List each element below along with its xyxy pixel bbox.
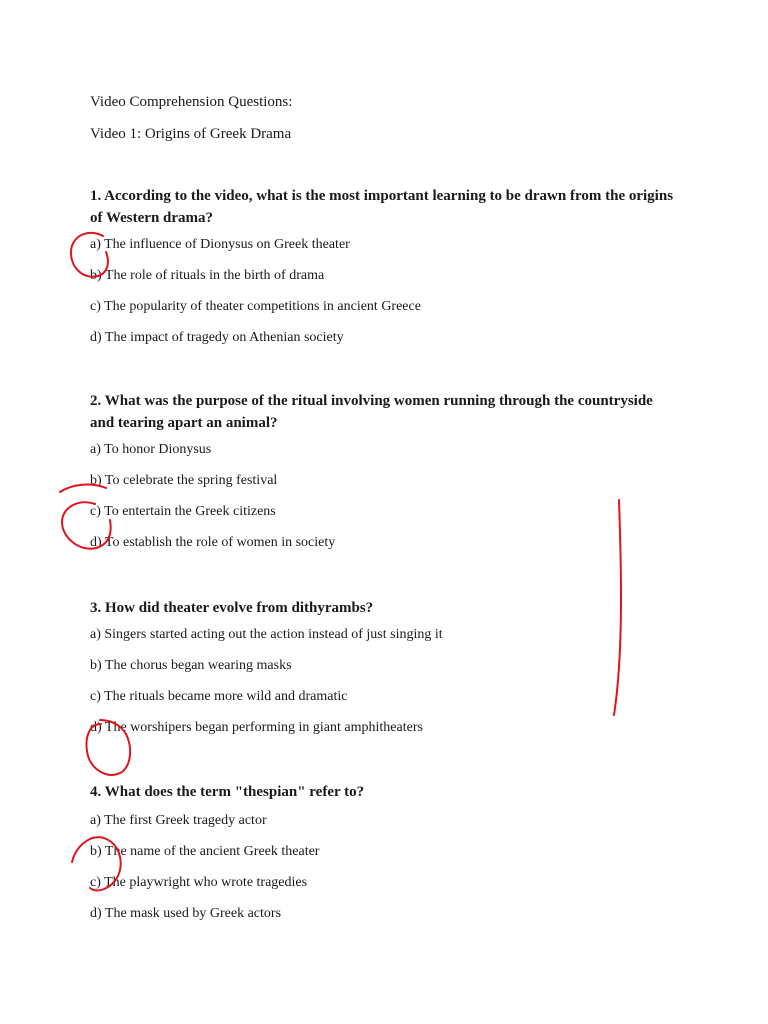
question-1-option-b: b) The role of rituals in the birth of drama: [90, 268, 325, 283]
question-4-option-b: b) The name of the ancient Greek theater: [90, 844, 320, 859]
question-3-option-b: b) The chorus began wearing masks: [90, 658, 292, 673]
question-4-option-a: a) The first Greek tragedy actor: [90, 813, 267, 828]
question-4-option-d: d) The mask used by Greek actors: [90, 906, 282, 921]
question-1-option-d: d) The impact of tragedy on Athenian society: [90, 330, 344, 345]
question-3-option-d: d) The worshipers began performing in giant amphitheaters: [90, 720, 423, 735]
question-3-option-c: c) The rituals became more wild and dramatic: [90, 689, 348, 704]
question-1-option-c: c) The popularity of theater competitions in ancient Greece: [90, 299, 421, 314]
question-1: 1. According to the video, what is the most important learning to be drawn from the origins of Western drama?: [90, 188, 674, 226]
question-4-option-c: c) The playwright who wrote tragedies: [90, 875, 308, 890]
question-3-option-a: a) Singers started acting out the action instead of just singing it: [90, 627, 443, 642]
question-2-option-a: a) To honor Dionysus: [90, 442, 212, 457]
question-1-option-a: a) The influence of Dionysus on Greek theater: [90, 237, 350, 252]
question-2: 2. What was the purpose of the ritual involving women running through the countryside and tearing apart an animal?: [90, 393, 653, 431]
document-title: Video Comprehension Questions:: [90, 94, 293, 110]
question-3: 3. How did theater evolve from dithyrambs?: [90, 600, 374, 616]
question-4: 4. What does the term "thespian" refer to?: [90, 784, 365, 800]
question-2-option-b: b) To celebrate the spring festival: [90, 473, 278, 488]
question-2-option-c: c) To entertain the Greek citizens: [90, 504, 276, 519]
question-2-option-d: d) To establish the role of women in society: [90, 535, 336, 550]
video-title: Video 1: Origins of Greek Drama: [90, 126, 292, 142]
